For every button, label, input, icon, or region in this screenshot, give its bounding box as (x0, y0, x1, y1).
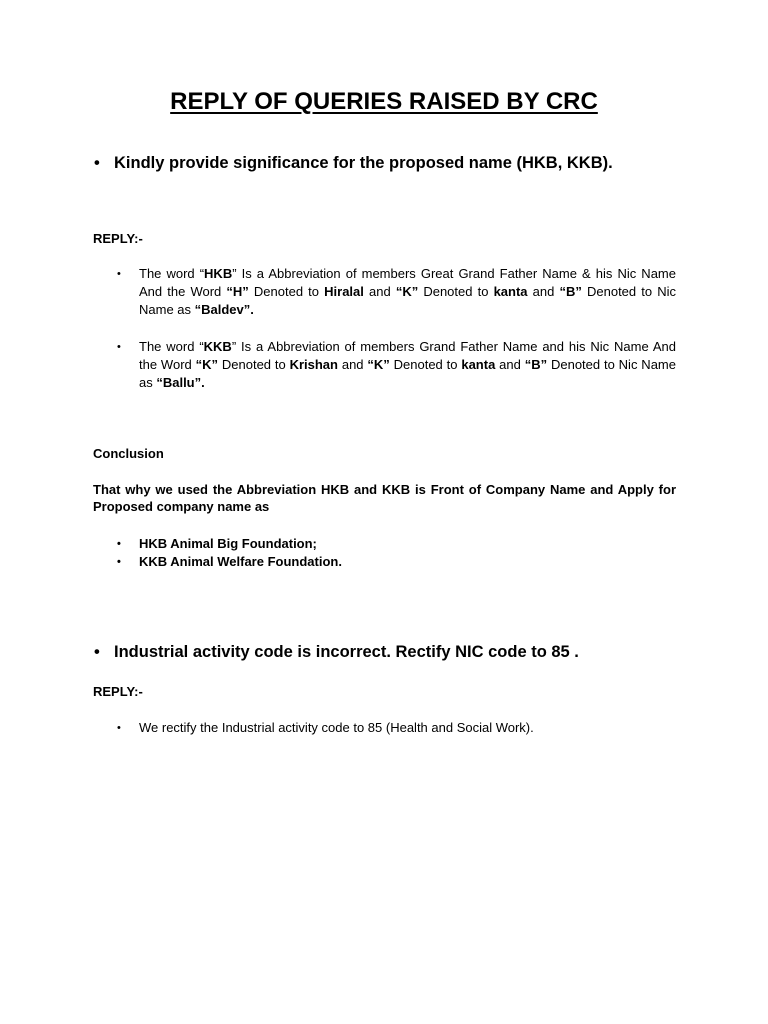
query-text: Kindly provide significance for the proposed name (HKB, KKB). (114, 154, 613, 172)
bold-run: “K” (195, 357, 219, 372)
reply-item-kkb (117, 338, 676, 392)
bold-run: “Baldev”. (194, 302, 254, 317)
bullet-icon: • (117, 722, 121, 734)
bold-run: “H” (226, 284, 249, 299)
reply-label-2: REPLY:- (93, 684, 143, 699)
bold-run: Hiralal (324, 284, 364, 299)
bold-run: “B” (559, 284, 582, 299)
bold-run: “B” (524, 357, 548, 372)
proposed-name-1 (117, 535, 676, 553)
bullet-icon: • (117, 268, 121, 280)
query-item-1 (94, 154, 676, 173)
proposed-name-text: HKB Animal Big Foundation; (139, 536, 317, 551)
conclusion-text: That why we used the Abbreviation HKB and KKB is Front of Company Name and Apply for Proposed company name as (93, 482, 676, 514)
text-run: ” Is a Abbreviation of members Grand Father Name and his Nic Name And the Word (139, 339, 676, 372)
bold-run: “Ballu”. (156, 375, 205, 390)
query-text: Industrial activity code is incorrect. Rectify NIC code to 85 . (114, 643, 579, 661)
text-run: and (495, 357, 525, 372)
reply-text: We rectify the Industrial activity code to 85 (Health and Social Work). (139, 720, 534, 735)
text-run: Denoted to Nic Name as (139, 284, 677, 317)
text-run: Denoted to Nic Name as (139, 357, 676, 390)
proposed-name-text: KKB Animal Welfare Foundation. (139, 554, 342, 569)
text-run: and (363, 284, 396, 299)
query-item-2 (94, 643, 676, 662)
bold-run: kanta (461, 357, 496, 372)
bold-run: KKB (203, 339, 232, 354)
bullet-icon: • (94, 643, 100, 661)
bold-run: HKB (204, 266, 233, 281)
reply-label-1: REPLY:- (93, 231, 143, 246)
bold-run: “K” (395, 284, 419, 299)
text-run: Denoted to (248, 284, 325, 299)
text-run: Denoted to (218, 357, 290, 372)
text-run: The word “ (139, 266, 205, 281)
text-run: Denoted to (389, 357, 462, 372)
page-title: REPLY OF QUERIES RAISED BY CRC (170, 88, 598, 115)
proposed-name-2 (117, 553, 676, 571)
bullet-icon: • (117, 341, 121, 353)
bullet-icon: • (117, 538, 121, 550)
bold-run: “K” (367, 357, 390, 372)
text-run: Denoted to (418, 284, 494, 299)
text-run: ” Is a Abbreviation of members Great Grand Father Name & his Nic Name And the Word (139, 266, 676, 299)
bold-run: kanta (493, 284, 528, 299)
conclusion-label: Conclusion (93, 446, 164, 461)
reply-item-nic (117, 719, 676, 737)
bullet-icon: • (117, 556, 121, 568)
text-run: The word “ (139, 339, 204, 354)
reply-item-hkb (117, 265, 677, 319)
bold-run: Krishan (289, 357, 338, 372)
text-run: and (527, 284, 560, 299)
bullet-icon: • (94, 154, 100, 172)
text-run: and (337, 357, 368, 372)
